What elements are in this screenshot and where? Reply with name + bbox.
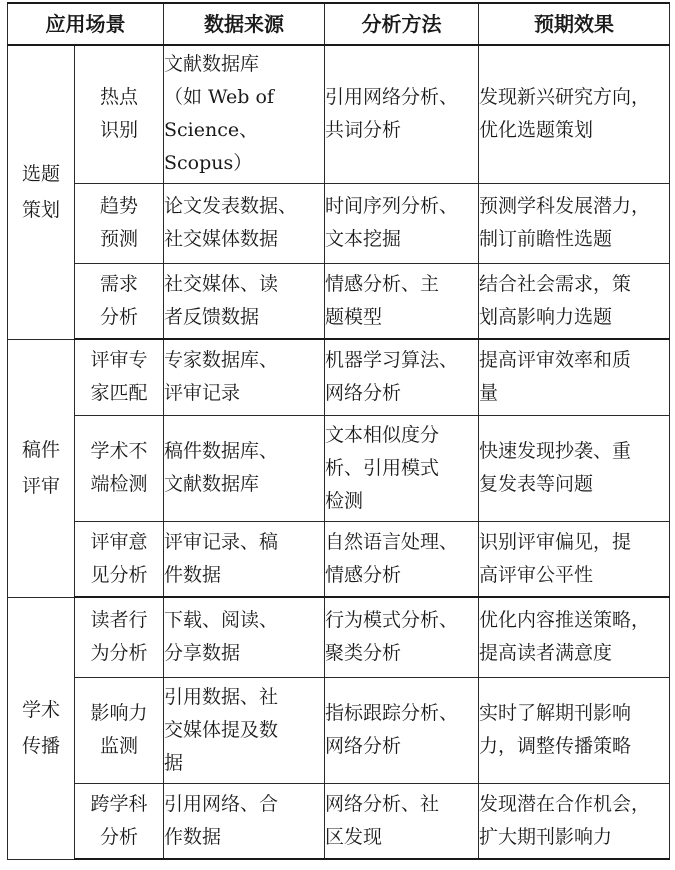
effect-text: 结合社会需求，策 划高影响力选题 bbox=[479, 272, 632, 328]
method-cell bbox=[325, 677, 479, 783]
table-row bbox=[8, 339, 670, 415]
source-cell bbox=[164, 263, 325, 339]
scenario-label: 学术不 端检测 bbox=[90, 440, 148, 495]
effect-text: 实时了解期刊影响 力，调整传播策略 bbox=[479, 702, 632, 757]
table-header-row bbox=[8, 3, 670, 45]
effect-cell bbox=[479, 183, 670, 263]
header-data-source: 数据来源 bbox=[164, 3, 325, 45]
category-cell bbox=[8, 597, 75, 859]
table-row bbox=[8, 263, 670, 339]
category-cell bbox=[8, 45, 75, 339]
source-cell bbox=[164, 415, 325, 521]
method-cell bbox=[325, 339, 479, 415]
method-cell bbox=[325, 183, 479, 263]
effect-text: 识别评审偏见，提 高评审公平性 bbox=[479, 530, 632, 586]
table-row bbox=[8, 783, 670, 859]
effect-cell bbox=[479, 45, 670, 183]
header-analysis-method: 分析方法 bbox=[325, 3, 479, 45]
source-text: 下载、阅读、 分享数据 bbox=[164, 609, 279, 665]
source-text: 文献数据库 （如 Web of Science、 Scopus） bbox=[164, 53, 274, 175]
effect-cell bbox=[479, 415, 670, 521]
header-expected-effect: 预期效果 bbox=[479, 3, 670, 45]
table-row bbox=[8, 521, 670, 597]
method-text: 机器学习算法、 网络分析 bbox=[325, 349, 459, 405]
scenario-label: 影响力 监测 bbox=[90, 702, 148, 757]
method-cell bbox=[325, 263, 479, 339]
source-text: 社交媒体、读 者反馈数据 bbox=[164, 272, 279, 328]
effect-text: 快速发现抄袭、重 复发表等问题 bbox=[479, 440, 632, 495]
category-label: 选题 策划 bbox=[21, 163, 60, 222]
method-text: 指标跟踪分析、 网络分析 bbox=[325, 702, 459, 757]
source-text: 引用网络、合 作数据 bbox=[164, 792, 279, 848]
category-label: 稿件 评审 bbox=[21, 439, 60, 497]
source-cell bbox=[164, 339, 325, 415]
scenario-cell bbox=[75, 783, 164, 859]
table-row bbox=[8, 677, 670, 783]
scenario-cell bbox=[75, 263, 164, 339]
source-cell bbox=[164, 597, 325, 677]
source-cell bbox=[164, 521, 325, 597]
scenario-label: 读者行 为分析 bbox=[90, 609, 148, 665]
source-text: 专家数据库、 评审记录 bbox=[164, 349, 279, 405]
scenario-cell bbox=[75, 597, 164, 677]
effect-cell bbox=[479, 677, 670, 783]
table-row bbox=[8, 45, 670, 183]
method-text: 文本相似度分 析、引用模式 检测 bbox=[325, 423, 440, 512]
method-text: 行为模式分析、 聚类分析 bbox=[325, 609, 459, 665]
header-application-scenario: 应用场景 bbox=[8, 3, 164, 45]
scenario-label: 跨学科 分析 bbox=[90, 792, 148, 848]
method-cell bbox=[325, 597, 479, 677]
table-row bbox=[8, 597, 670, 677]
source-cell bbox=[164, 183, 325, 263]
scenario-label: 热点 识别 bbox=[99, 86, 138, 142]
effect-text: 提高评审效率和质 量 bbox=[479, 349, 632, 405]
effect-text: 优化内容推送策略， 提高读者满意度 bbox=[479, 609, 651, 665]
method-cell bbox=[325, 415, 479, 521]
method-cell bbox=[325, 45, 479, 183]
effect-text: 发现潜在合作机会， 扩大期刊影响力 bbox=[479, 792, 651, 848]
scenario-cell bbox=[75, 677, 164, 783]
scenario-label: 趋势 预测 bbox=[99, 195, 138, 250]
category-cell bbox=[8, 339, 75, 597]
effect-text: 发现新兴研究方向， 优化选题策划 bbox=[479, 86, 651, 142]
scenario-cell bbox=[75, 521, 164, 597]
scenario-label: 评审意 见分析 bbox=[90, 530, 148, 586]
effect-cell bbox=[479, 339, 670, 415]
source-text: 论文发表数据、 社交媒体数据 bbox=[164, 195, 298, 250]
source-text: 稿件数据库、 文献数据库 bbox=[164, 440, 279, 495]
scenario-cell bbox=[75, 45, 164, 183]
effect-cell bbox=[479, 597, 670, 677]
method-cell bbox=[325, 521, 479, 597]
scenario-label: 需求 分析 bbox=[99, 272, 138, 328]
method-text: 自然语言处理、 情感分析 bbox=[325, 530, 459, 586]
scenario-cell bbox=[75, 415, 164, 521]
method-text: 引用网络分析、 共词分析 bbox=[325, 86, 459, 142]
effect-cell bbox=[479, 263, 670, 339]
method-text: 网络分析、社 区发现 bbox=[325, 792, 440, 848]
source-cell bbox=[164, 677, 325, 783]
source-text: 评审记录、稿 件数据 bbox=[164, 530, 279, 586]
source-text: 引用数据、社 交媒体提及数 据 bbox=[164, 685, 279, 774]
effect-cell bbox=[479, 783, 670, 859]
analysis-table bbox=[7, 2, 670, 860]
source-cell bbox=[164, 45, 325, 183]
table-row bbox=[8, 415, 670, 521]
table-row bbox=[8, 183, 670, 263]
method-cell bbox=[325, 783, 479, 859]
effect-text: 预测学科发展潜力， 制订前瞻性选题 bbox=[479, 195, 651, 250]
scenario-cell bbox=[75, 339, 164, 415]
source-cell bbox=[164, 783, 325, 859]
effect-cell bbox=[479, 521, 670, 597]
method-text: 情感分析、主 题模型 bbox=[325, 272, 440, 328]
method-text: 时间序列分析、 文本挖掘 bbox=[325, 195, 459, 250]
scenario-cell bbox=[75, 183, 164, 263]
scenario-label: 评审专 家匹配 bbox=[90, 349, 148, 405]
category-label: 学术 传播 bbox=[21, 699, 60, 757]
